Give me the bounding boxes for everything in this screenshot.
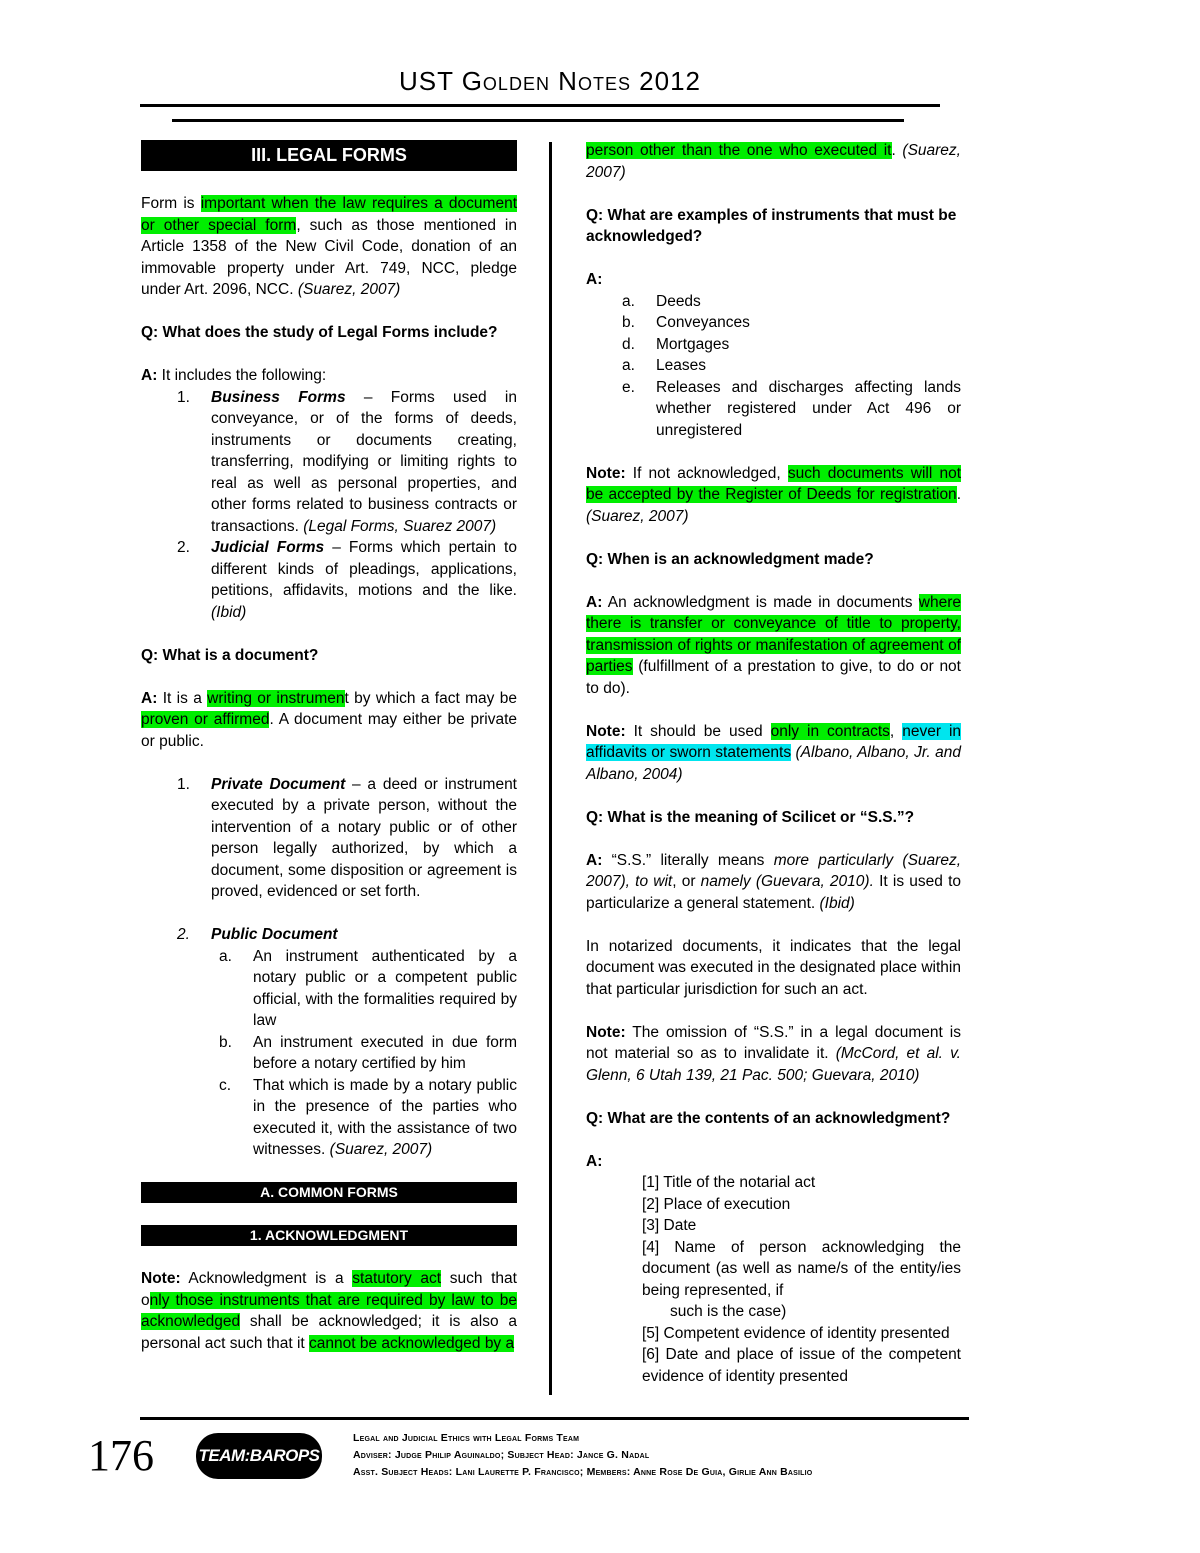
note-not-acknowledged: Note: If not acknowledged, such documents will not be accepted by the Register of Deeds for registration. (Suarez, 2007)	[586, 464, 961, 525]
list-item: 2. Public Document	[177, 926, 338, 943]
list-item: b. Conveyances	[622, 314, 750, 331]
list-item: [4] Name of person acknowledging the document (as well as name/s of the entity/ies being represented, if	[642, 1238, 961, 1299]
question-legal-forms: Q: What does the study of Legal Forms include?	[141, 324, 498, 341]
footer-line: Asst. Subject Heads: Lani Laurette P. Francisco; Members: Anne Rose De Guia, Girlie Ann Basilio	[353, 1466, 813, 1478]
list-item: [6] Date and place of issue of the competent evidence of identity presented	[642, 1346, 961, 1385]
answer-scilicet: A: “S.S.” literally means more particularly (Suarez, 2007), to wit, or namely (Guevara, 2010). It is used to particularize a general statement. (Ibid)	[586, 851, 961, 912]
left-column	[141, 140, 517, 1376]
continued-paragraph: person other than the one who executed it. (Suarez, 2007)	[586, 142, 961, 181]
footer-credits	[353, 1430, 812, 1481]
footer-line: Legal and Judicial Ethics with Legal Forms Team	[353, 1432, 580, 1444]
list-item: 1. Private Document – a deed or instrument executed by a private person, without the intervention of a notary public or of other person legally authorized, by which a document, some disposition or agreement is proved, evidenced or set forth.	[177, 775, 517, 900]
page-number: 176	[88, 1431, 154, 1480]
sub-list-item: c. That which is made by a notary public in the presence of the parties who executed it, with the assistance of two witnesses. (Suarez, 2007)	[219, 1076, 517, 1158]
subsection-common-forms: A. COMMON FORMS	[141, 1182, 517, 1203]
note-contracts: Note: It should be used only in contracts, never in affidavits or sworn statements (Albano, Albano, Jr. and Albano, 2004)	[586, 722, 962, 783]
right-column	[586, 140, 961, 1387]
subsection-acknowledgment: 1. ACKNOWLEDGMENT	[141, 1225, 517, 1246]
paragraph-notarized: In notarized documents, it indicates that the legal document was executed in the designated place within that particular jurisdiction for such an act.	[586, 937, 961, 998]
footer-line: Adviser: Judge Philip Aguinaldo; Subject Head: Jance G. Nadal	[353, 1449, 650, 1461]
question-contents: Q: What are the contents of an acknowledgment?	[586, 1109, 951, 1127]
list-item: a. Leases	[622, 357, 706, 374]
answer-document: A: It is a writing or instrument by which a fact may be proven or affirmed. A document may either be private or public.	[141, 689, 518, 750]
list-item: such is the case)	[670, 1303, 787, 1320]
header-rule-bottom	[172, 119, 904, 122]
header-rule-top	[140, 104, 940, 107]
answer-when: A: An acknowledgment is made in documents where there is transfer or conveyance of title to property, transmission of rights or manifestation of agreement of parties (fulfillment of a prestation to give, to do or not to do).	[586, 593, 961, 697]
answer-legal-forms: A: It includes the following: 1. Business Forms – Forms used in conveyance, or of the forms of deeds, instruments or documents creating, transferring, modifying or limiting rights to real as well as personal properties, and other forms related to business contracts or transactions. (Legal Forms, Suarez 2007) 2. Judicial Forms – Forms which pertain to different kinds of pleadings, applications, petitions, affidavits, motions and the like. (Ibid)	[141, 365, 517, 623]
list-item: e. Releases and discharges affecting lands whether registered under Act 496 or unregistered	[622, 378, 961, 439]
document-types	[141, 774, 517, 1161]
list-item: 1. Business Forms – Forms used in conveyance, or of the forms of deeds, instruments or documents creating, transferring, modifying or limiting rights to real as well as personal properties, and other forms related to business contracts or transactions. (Legal Forms, Suarez 2007)	[177, 388, 517, 535]
team-logo: TEAM:BAROPS	[196, 1433, 322, 1479]
question-examples: Q: What are examples of instruments that must be acknowledged?	[586, 206, 957, 245]
answer-contents: A: [1] Title of the notarial act [2] Place of execution [3] Date [4] Name of person acknowledging the document (as well as name/s of the entity/ies being represented, if such is the case) [5] Competent evidence of identity presented [6] Date and place of issue of the competent evidence of identity presented	[586, 1151, 961, 1388]
running-header-title: UST Golden Notes 2012	[398, 66, 702, 96]
note-acknowledgment: Note: Acknowledgment is a statutory act such that only those instruments that are required by law to be acknowledged shall be acknowledged; it is also a personal act such that it cannot be acknowledged by a	[141, 1270, 517, 1352]
sub-list-item: b. An instrument executed in due form before a notary certified by him	[219, 1033, 517, 1072]
list-item: [5] Competent evidence of identity presented	[642, 1324, 950, 1342]
list-item: [2] Place of execution	[642, 1195, 791, 1213]
list-item: d. Mortgages	[622, 335, 730, 353]
column-divider	[549, 142, 552, 1395]
list-item: [3] Date	[642, 1217, 697, 1234]
intro-paragraph: Form is important when the law requires a document or other special form, such as those mentioned in Article 1358 of the New Civil Code, donation of an immovable property under Art. 749, NCC, pledge under Art. 2096, NCC. (Suarez, 2007)	[141, 195, 518, 298]
answer-examples: A: a. Deeds b. Conveyances d. Mortgages a. Leases e. Releases and discharges affecting lands whether registered under Act 496 or unregistered	[586, 269, 961, 441]
sub-list-item: a. An instrument authenticated by a notary public or a competent public official, with the formalities required by law	[219, 947, 517, 1029]
list-item: [1] Title of the notarial act	[642, 1174, 816, 1191]
list-item: a. Deeds	[622, 292, 701, 310]
question-when: Q: When is an acknowledgment made?	[586, 550, 874, 568]
note-omission: Note: The omission of “S.S.” in a legal document is not material so as to invalidate it. (McCord, et al. v. Glenn, 6 Utah 139, 21 Pac. 500; Guevara, 2010)	[586, 1023, 961, 1084]
question-document: Q: What is a document?	[141, 646, 319, 664]
footer-rule	[140, 1417, 969, 1420]
list-item: 2. Judicial Forms – Forms which pertain to different kinds of pleadings, applications, petitions, affidavits, motions and the like. (Ibid)	[177, 539, 517, 621]
question-scilicet: Q: What is the meaning of Scilicet or “S.S.”?	[586, 808, 915, 826]
section-title: III. LEGAL FORMS	[141, 140, 517, 171]
